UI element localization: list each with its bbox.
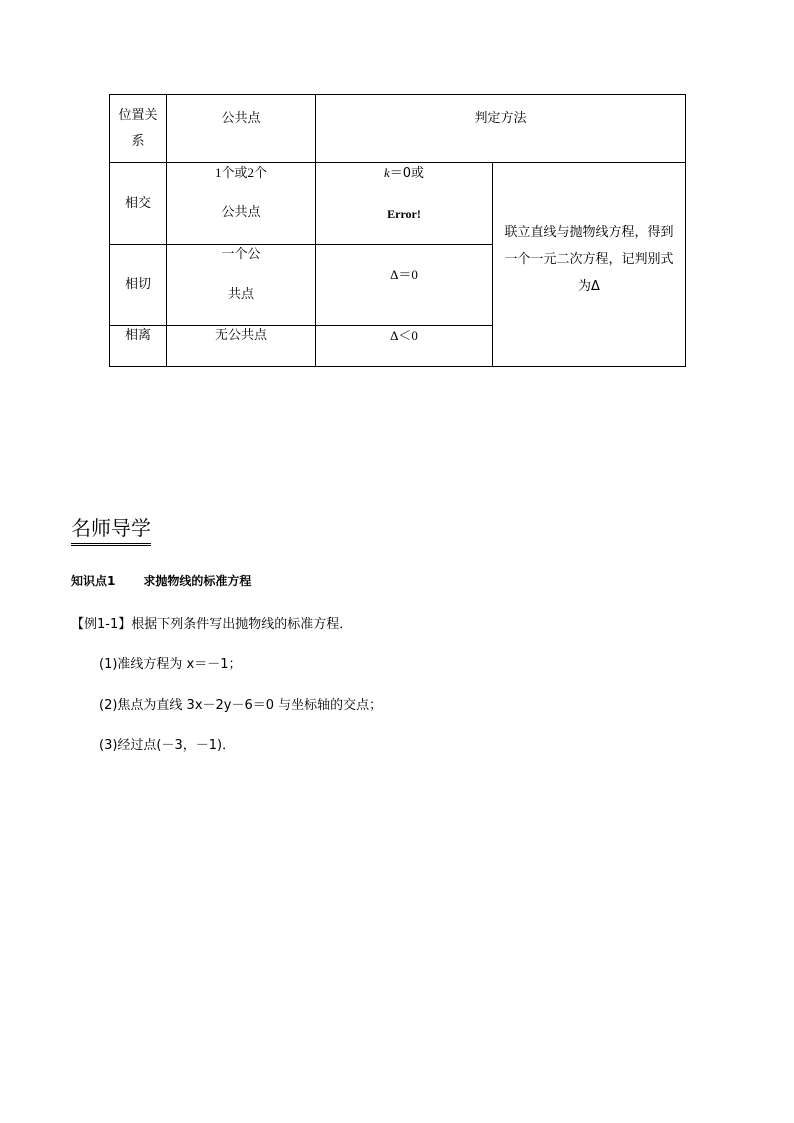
points-intersect — [167, 163, 316, 245]
position-relation-table — [109, 94, 686, 367]
example-item-3: (3)经过点(－3，－1)． — [99, 738, 236, 753]
error-text: Error! — [387, 207, 421, 221]
table-header-row — [110, 95, 686, 163]
example-intro-line — [71, 615, 352, 635]
knowledge-point-heading — [71, 572, 251, 589]
header-relation: 位置关系 — [110, 95, 167, 163]
method-cell — [493, 163, 686, 367]
points-tangent — [167, 245, 316, 326]
header-method: 判定方法 — [316, 95, 686, 163]
points-tangent-line1: 一个公 — [221, 247, 261, 262]
cond-separate: Δ＜0 — [316, 326, 493, 367]
points-separate: 无公共点 — [167, 326, 316, 367]
example-tag: 【例1-1】 — [71, 617, 132, 632]
points-intersect-line1: 1个或2个 — [214, 165, 267, 180]
points-intersect-line2: 公共点 — [221, 205, 261, 220]
k-symbol: k — [383, 165, 390, 180]
knowledge-point-label: 知识点1 — [71, 574, 116, 588]
section-title: 名师导学 — [71, 514, 151, 546]
example-item-2: (2)焦点为直线 3x－2y－6＝0 与坐标轴的交点； — [99, 698, 383, 713]
cond-tangent: Δ＝0 — [316, 245, 493, 326]
method-text: 联立直线与抛物线方程，得到一个一元二次方程，记判别式为Δ — [504, 225, 674, 294]
cond-intersect-text: ＝0或 — [389, 166, 425, 181]
cond-intersect — [316, 163, 493, 245]
header-common-points: 公共点 — [167, 95, 316, 163]
example-item-1: (1)准线方程为 x＝－1； — [99, 657, 242, 672]
relation-separate: 相离 — [110, 326, 167, 367]
example-intro: 根据下列条件写出抛物线的标准方程． — [131, 617, 353, 632]
table-row — [110, 163, 686, 245]
knowledge-point-title: 求抛物线的标准方程 — [143, 574, 252, 588]
points-tangent-line2: 共点 — [227, 287, 254, 302]
relation-intersect: 相交 — [110, 163, 167, 245]
relation-tangent: 相切 — [110, 245, 167, 326]
